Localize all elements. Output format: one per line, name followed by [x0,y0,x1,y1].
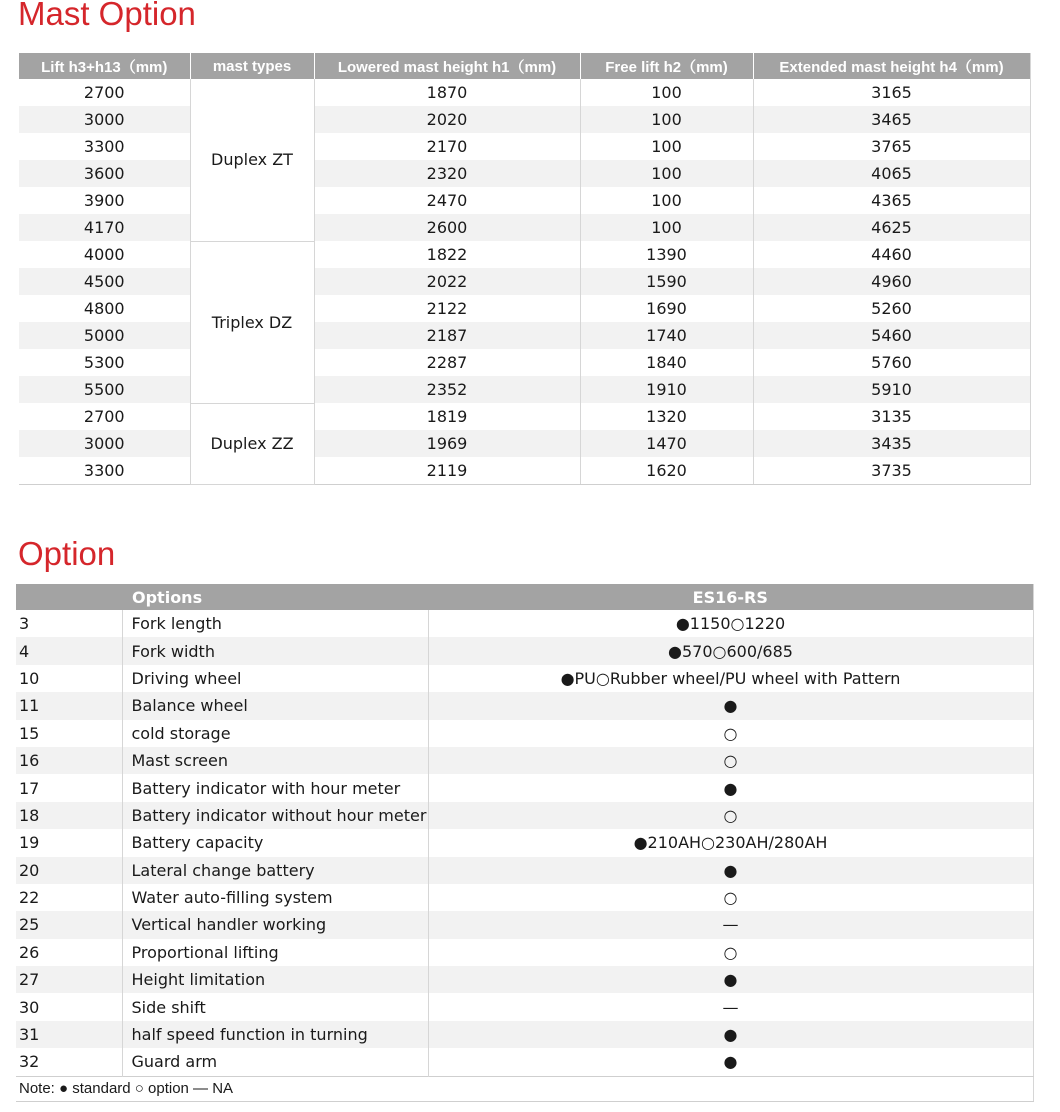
header-options: Options [122,584,428,610]
mast-table-row [19,295,1030,322]
option-name-cell: Fork width [122,637,428,664]
free-lift-cell: 1320 [580,403,753,430]
extended-mast-height-cell: 5910 [753,376,1030,403]
lift-height-cell: 5300 [83,353,125,372]
extended-mast-height-cell: 3465 [753,106,1030,133]
option-name-cell: Battery indicator with hour meter [122,774,428,801]
extended-mast-height-cell: 3765 [753,133,1030,160]
option-value-cell: ●1150○1220 [428,610,1033,637]
lowered-mast-height-cell: 2187 [314,322,580,349]
option-name-cell: Battery indicator without hour meter [122,802,428,829]
option-title: Option [18,535,116,572]
option-table-row [16,966,1033,993]
header-free-lift: Free lift h2（mm) [580,53,753,79]
extended-mast-height-cell: 3165 [753,79,1030,106]
lift-height-cell: 3000 [19,106,190,133]
option-value-cell: ● [428,692,1033,719]
free-lift-cell: 1910 [580,376,753,403]
option-value-cell: ●570○600/685 [428,637,1033,664]
lowered-mast-height-cell: 2287 [314,349,580,376]
lowered-mast-height-cell: 2352 [314,376,580,403]
mast-option-title: Mast Option [18,0,196,32]
mast-table-row [19,160,1030,187]
legend-note-row [16,1076,1033,1101]
option-name-cell: Proportional lifting [122,939,428,966]
option-number-cell: 20 [16,857,122,884]
option-name-cell: Driving wheel [122,665,428,692]
header-lift-height: Lift h3+h13（mm) [19,53,190,79]
option-header-row [16,584,1033,610]
lift-height-cell: 2700 [83,407,125,426]
mast-table-row [19,106,1030,133]
extended-mast-height-cell: 4065 [753,160,1030,187]
option-name-cell: Balance wheel [122,692,428,719]
lift-height-cell: 5000 [19,322,190,349]
extended-mast-height-cell: 4625 [753,214,1030,241]
option-number-cell: 15 [19,723,40,743]
option-table-row [16,1048,1033,1076]
option-number-cell: 32 [19,1052,40,1072]
header-lowered-mast-height: Lowered mast height h1（mm) [314,53,580,79]
extended-mast-height-cell: 4960 [753,268,1030,295]
lift-height-cell: 3600 [19,160,190,187]
free-lift-cell: 100 [580,106,753,133]
lowered-mast-height-cell: 2320 [314,160,580,187]
mast-table-row [19,133,1030,160]
free-lift-cell: 100 [580,187,753,214]
mast-table-row [19,187,1030,214]
free-lift-cell: 1470 [580,430,753,457]
option-number-cell: 22 [19,888,40,908]
option-value-cell: ● [428,1048,1033,1076]
lowered-mast-height-cell: 1822 [314,241,580,268]
option-table-row [16,692,1033,719]
option-table [16,584,1034,1102]
mast-table-row [19,403,1030,430]
lowered-mast-height-cell: 2170 [314,133,580,160]
option-number-cell: 31 [16,1021,122,1048]
lift-height-cell: 3300 [19,457,190,485]
free-lift-cell: 1390 [580,241,753,268]
free-lift-cell: 1740 [580,322,753,349]
lift-height-cell: 3000 [19,430,190,457]
extended-mast-height-cell: 5460 [753,322,1030,349]
option-name-cell: Fork length [122,610,428,637]
legend-note: Note: ● standard ○ option — NA [16,1076,1033,1101]
option-number-cell: 30 [19,997,40,1017]
option-value-cell: ○ [428,747,1033,774]
header-no [16,584,122,610]
lowered-mast-height-cell: 1819 [314,403,580,430]
mast-table-row [19,79,1030,106]
lift-height-cell: 2700 [83,83,125,102]
lift-height-cell: 4170 [19,214,190,241]
lift-height-cell: 3300 [83,137,125,156]
option-value-cell: ●210AH○230AH/280AH [428,829,1033,856]
mast-type-cell: Triplex DZ [190,241,314,403]
option-table-row [16,993,1033,1020]
option-name-cell: Battery capacity [122,829,428,856]
option-name-cell: Height limitation [122,966,428,993]
option-table-row [16,637,1033,664]
lowered-mast-height-cell: 2022 [314,268,580,295]
option-name-cell: Lateral change battery [122,857,428,884]
lift-height-cell: 4000 [83,245,125,264]
option-number-cell: 10 [19,668,40,688]
free-lift-cell: 1620 [580,457,753,485]
option-number-cell: 26 [19,942,40,962]
option-name-cell: cold storage [122,720,428,747]
mast-table-row [19,214,1030,241]
free-lift-cell: 100 [580,133,753,160]
lift-height-cell: 4800 [83,299,125,318]
mast-table-row [19,268,1030,295]
lowered-mast-height-cell: 1870 [314,79,580,106]
option-number-cell: 17 [19,778,40,798]
option-value-cell: ○ [428,884,1033,911]
option-value-cell: ○ [428,720,1033,747]
option-table-row [16,939,1033,966]
lowered-mast-height-cell: 1969 [314,430,580,457]
mast-table-row [19,457,1030,485]
extended-mast-height-cell: 3135 [753,403,1030,430]
free-lift-cell: 1590 [580,268,753,295]
option-number-cell: 27 [16,966,122,993]
free-lift-cell: 100 [580,79,753,106]
option-value-cell: — [428,993,1033,1020]
mast-table-row [19,430,1030,457]
header-model: ES16-RS [428,584,1033,610]
mast-table-row [19,322,1030,349]
option-table-row [16,665,1033,692]
option-value-cell: ○ [428,939,1033,966]
option-number-cell: 3 [19,614,30,634]
option-number-cell: 16 [16,747,122,774]
lowered-mast-height-cell: 2020 [314,106,580,133]
lowered-mast-height-cell: 2122 [314,295,580,322]
free-lift-cell: 100 [580,214,753,241]
option-value-cell: — [428,911,1033,938]
option-name-cell: half speed function in turning [122,1021,428,1048]
mast-option-table [19,53,1031,485]
option-value-cell: ○ [428,802,1033,829]
option-value-cell: ●PU○Rubber wheel/PU wheel with Pattern [428,665,1033,692]
option-name-cell: Guard arm [122,1048,428,1076]
option-value-cell: ● [428,774,1033,801]
header-extended-mast-height: Extended mast height h4（mm) [753,53,1030,79]
extended-mast-height-cell: 5260 [753,295,1030,322]
free-lift-cell: 100 [580,160,753,187]
extended-mast-height-cell: 3735 [753,457,1030,485]
mast-table-row [19,376,1030,403]
mast-type-cell: Duplex ZZ [190,403,314,485]
free-lift-cell: 1690 [580,295,753,322]
mast-table-row [19,241,1030,268]
option-number-cell: 25 [16,911,122,938]
option-table-row [16,774,1033,801]
mast-type-cell: Duplex ZT [190,79,314,241]
lift-height-cell: 5500 [19,376,190,403]
extended-mast-height-cell: 5760 [753,349,1030,376]
free-lift-cell: 1840 [580,349,753,376]
option-number-cell: 18 [16,802,122,829]
option-table-row [16,610,1033,637]
option-number-cell: 19 [19,833,40,853]
option-table-row [16,884,1033,911]
option-table-row [16,747,1033,774]
lift-height-cell: 4500 [19,268,190,295]
extended-mast-height-cell: 3435 [753,430,1030,457]
option-number-cell: 4 [16,637,122,664]
mast-header-row [19,53,1030,79]
header-mast-types: mast types [190,53,314,79]
option-table-row [16,1021,1033,1048]
option-name-cell: Mast screen [122,747,428,774]
extended-mast-height-cell: 4365 [753,187,1030,214]
option-table-row [16,829,1033,856]
option-value-cell: ● [428,966,1033,993]
option-number-cell: 11 [16,692,122,719]
extended-mast-height-cell: 4460 [753,241,1030,268]
lift-height-cell: 3900 [83,191,125,210]
option-name-cell: Water auto-filling system [122,884,428,911]
option-table-row [16,857,1033,884]
lowered-mast-height-cell: 2119 [314,457,580,485]
option-table-row [16,802,1033,829]
mast-table-row [19,349,1030,376]
option-table-row [16,720,1033,747]
option-value-cell: ● [428,1021,1033,1048]
option-name-cell: Side shift [122,993,428,1020]
lowered-mast-height-cell: 2600 [314,214,580,241]
option-value-cell: ● [428,857,1033,884]
option-name-cell: Vertical handler working [122,911,428,938]
lowered-mast-height-cell: 2470 [314,187,580,214]
option-table-row [16,911,1033,938]
